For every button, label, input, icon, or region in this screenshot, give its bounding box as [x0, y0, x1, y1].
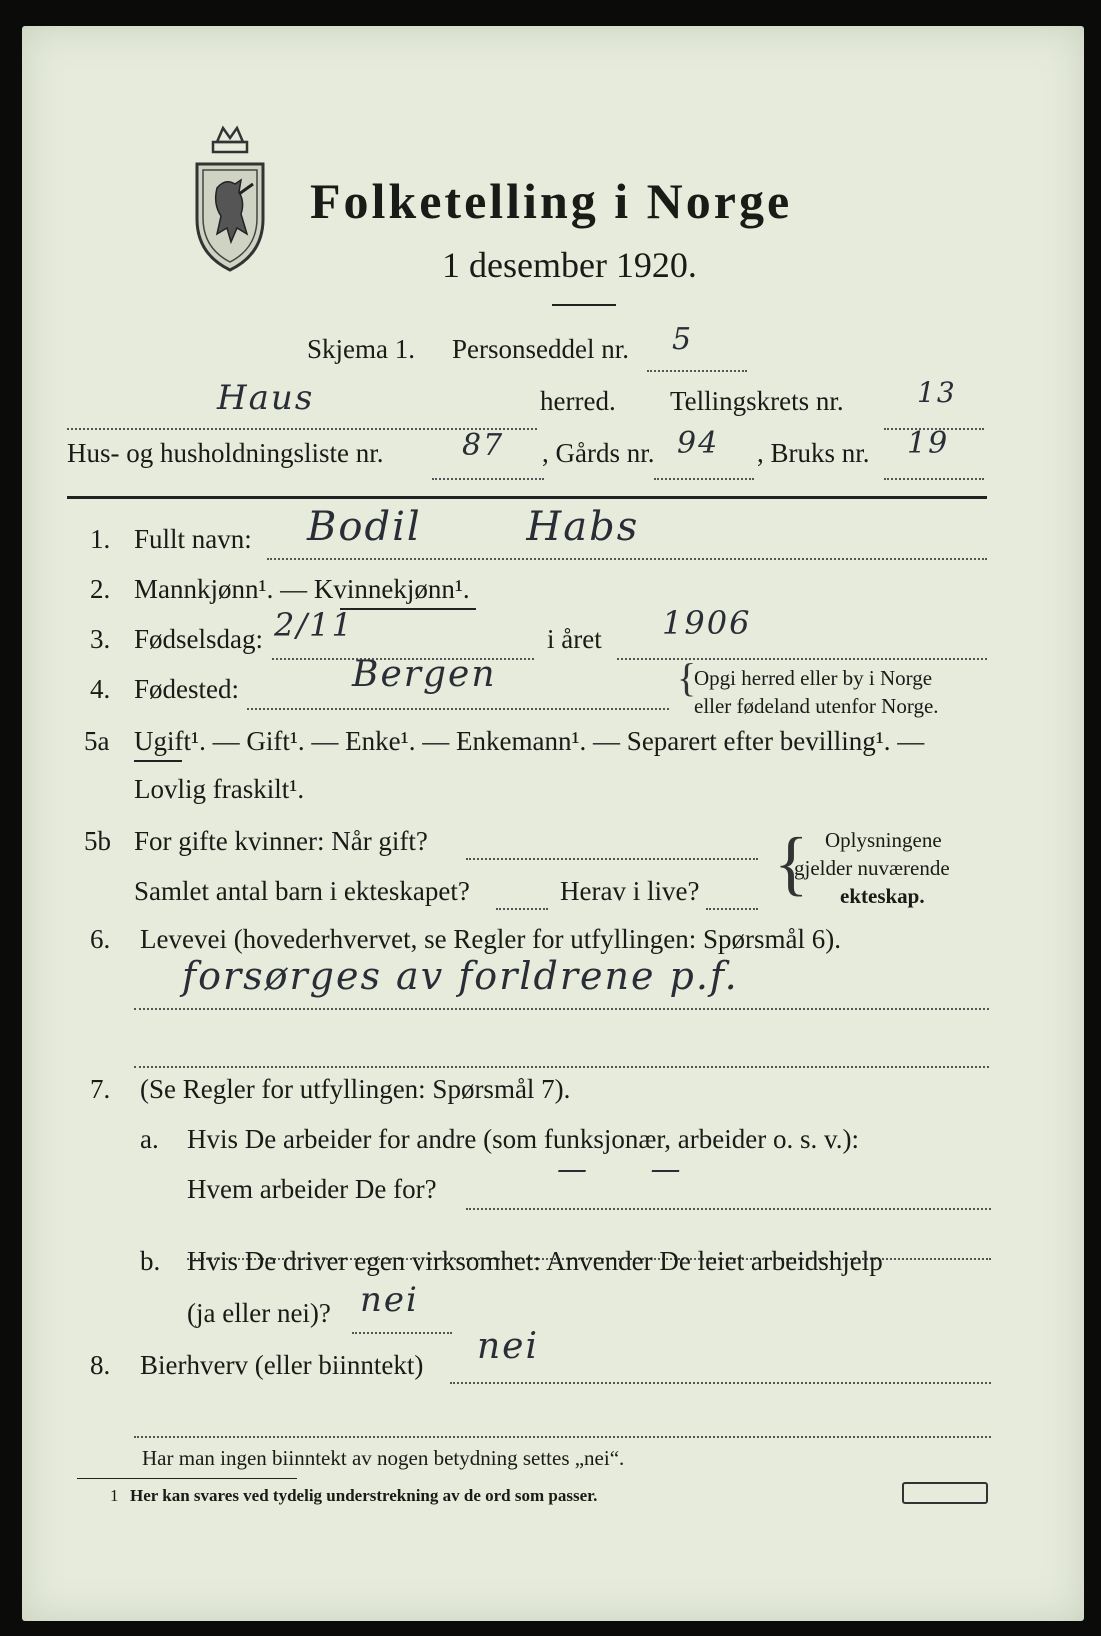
- q5b-children-line: [496, 908, 548, 910]
- title-rule: [552, 304, 616, 306]
- q7a-number: a.: [140, 1124, 159, 1154]
- footnote-text: Her kan svares ved tydelig understrekning av de ord som passer.: [130, 1486, 598, 1505]
- q7b-line2: (ja eller nei)?: [187, 1298, 331, 1328]
- q5b-note-brace: {: [774, 823, 809, 903]
- q5a-number: 5a: [84, 726, 110, 756]
- footnote-number: 1: [110, 1486, 119, 1505]
- q3-value: 2/11: [274, 606, 354, 644]
- q5b-married-line: [466, 858, 758, 860]
- gards-value: 94: [677, 426, 720, 461]
- personseddel-value: 5: [672, 322, 694, 357]
- q7a-line1: Hvis De arbeider for andre (som funksjonær, arbeider o. s. v.):: [187, 1124, 859, 1154]
- q8-line: [450, 1382, 991, 1384]
- gards-label: , Gårds nr.: [542, 438, 655, 468]
- q5b-line2b: Herav i live?: [560, 876, 700, 906]
- q1-value: Bodil Habs: [307, 504, 640, 550]
- gards-line: [654, 478, 754, 480]
- q2-label: Mannkjønn¹. — Kvinnekjønn¹.: [134, 574, 470, 604]
- q8-number: 8.: [90, 1350, 111, 1380]
- q4-label: Fødested:: [134, 674, 239, 704]
- q7-number: 7.: [90, 1074, 111, 1104]
- q1-line: [267, 558, 987, 560]
- q7b-line1: Hvis De driver egen virksomhet: Anvender De leiet arbeidshjelp: [187, 1246, 883, 1276]
- printer-stamp: [902, 1482, 988, 1504]
- census-form: [22, 26, 1084, 1621]
- q3-number: 3.: [90, 624, 111, 654]
- q5a-line1: Ugift¹. — Gift¹. — Enke¹. — Enkemann¹. — Separert efter bevilling¹. —: [134, 726, 925, 756]
- q7a-line2: Hvem arbeider De for?: [187, 1174, 437, 1204]
- bruks-label: , Bruks nr.: [757, 438, 870, 468]
- hus-label: Hus- og husholdningsliste nr.: [67, 438, 384, 468]
- q6-line2: [134, 1066, 989, 1068]
- tellingskrets-label: Tellingskrets nr.: [670, 386, 844, 416]
- hus-value: 87: [462, 428, 505, 463]
- q4-note-brace: {: [677, 655, 697, 700]
- footnote-rule: [77, 1478, 297, 1479]
- q8-line2: [134, 1436, 991, 1438]
- q2-underline-mark: [340, 608, 476, 610]
- personseddel-label: Personseddel nr.: [452, 334, 629, 364]
- q6-number: 6.: [90, 924, 111, 954]
- q6-value: forsørges av forldrene p.f.: [182, 954, 739, 998]
- bruks-value: 19: [907, 426, 950, 461]
- q2-number: 2.: [90, 574, 111, 604]
- census-date: 1 desember 1920.: [442, 245, 697, 285]
- bruks-line: [884, 478, 984, 480]
- q7-label: (Se Regler for utfyllingen: Spørsmål 7).: [140, 1074, 571, 1104]
- schema-label: Skjema 1.: [307, 334, 415, 364]
- q5b-line1: For gifte kvinner: Når gift?: [134, 826, 428, 856]
- header-divider: [67, 496, 987, 499]
- q3-year-label: i året: [547, 624, 602, 654]
- herred-value: Haus: [217, 378, 315, 418]
- q5a-underline-mark: [134, 760, 182, 762]
- q8-label: Bierhverv (eller biinntekt): [140, 1350, 424, 1380]
- q1-number: 1.: [90, 524, 111, 554]
- q5b-note-line1: Oplysningene: [825, 828, 942, 852]
- footer-note: Har man ingen biinntekt av nogen betydning settes „nei“.: [142, 1446, 625, 1470]
- q4-number: 4.: [90, 674, 111, 704]
- tellingskrets-value: 13: [917, 376, 957, 409]
- coat-of-arms-icon: [187, 124, 273, 274]
- q5b-note-line2: gjelder nuværende: [794, 856, 950, 880]
- q6-line1: [134, 1008, 989, 1010]
- q4-note-line2: eller fødeland utenfor Norge.: [694, 694, 939, 718]
- q7b-line: [352, 1332, 452, 1334]
- q5b-alive-line: [706, 908, 758, 910]
- hus-line: [432, 478, 544, 480]
- form-title: Folketelling i Norge: [310, 173, 793, 229]
- q3-label: Fødselsdag:: [134, 624, 264, 654]
- q7a-line: [466, 1208, 991, 1210]
- q7b-value: nei: [360, 1280, 419, 1320]
- q5b-note-line3: ekteskap.: [840, 884, 925, 908]
- q6-label: Levevei (hovederhvervet, se Regler for utfyllingen: Spørsmål 6).: [140, 924, 842, 954]
- q5b-line2a: Samlet antal barn i ekteskapet?: [134, 876, 470, 906]
- q4-value: Bergen: [352, 654, 497, 695]
- q3-year-line: [617, 658, 987, 660]
- q7b-number: b.: [140, 1246, 161, 1276]
- q5b-number: 5b: [84, 826, 111, 856]
- q1-label: Fullt navn:: [134, 524, 252, 554]
- q4-line: [247, 708, 669, 710]
- q5a-line2: Lovlig fraskilt¹.: [134, 774, 305, 804]
- q8-value: nei: [477, 1326, 540, 1367]
- personseddel-line: [647, 370, 747, 372]
- q3-year-value: 1906: [662, 604, 752, 642]
- herred-label: herred.: [540, 386, 616, 416]
- q4-note-line1: Opgi herred eller by i Norge: [694, 666, 933, 690]
- q7a-value: — —: [557, 1152, 683, 1187]
